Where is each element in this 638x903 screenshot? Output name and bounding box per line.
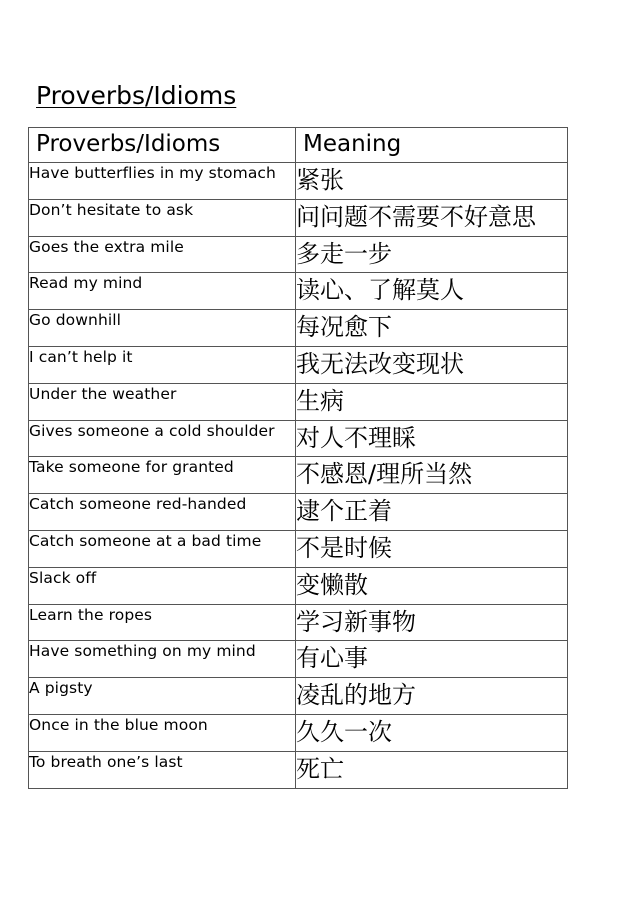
- meaning-cell: 有心事: [296, 641, 568, 678]
- meaning-cell: 多走一步: [296, 236, 568, 273]
- idiom-cell: Learn the ropes: [29, 604, 296, 641]
- idiom-cell: Don’t hesitate to ask: [29, 199, 296, 236]
- table-row: [29, 714, 568, 751]
- meaning-cell: 读心、了解莫人: [296, 273, 568, 310]
- table-row: [29, 567, 568, 604]
- idiom-cell: I can’t help it: [29, 346, 296, 383]
- idiom-cell: Slack off: [29, 567, 296, 604]
- table-row: [29, 751, 568, 788]
- idiom-cell: A pigsty: [29, 678, 296, 715]
- idiom-cell: Catch someone at a bad time: [29, 530, 296, 567]
- idiom-cell: Have butterflies in my stomach: [29, 163, 296, 200]
- meaning-cell: 每况愈下: [296, 310, 568, 347]
- meaning-cell: 不感恩/理所当然: [296, 457, 568, 494]
- table-row: [29, 236, 568, 273]
- table-row: [29, 494, 568, 531]
- meaning-cell: 学习新事物: [296, 604, 568, 641]
- meaning-cell: 变懒散: [296, 567, 568, 604]
- table-row: [29, 530, 568, 567]
- idiom-cell: Under the weather: [29, 383, 296, 420]
- meaning-cell: 逮个正着: [296, 494, 568, 531]
- table-header-row: [29, 128, 568, 163]
- table-row: [29, 163, 568, 200]
- table-row: [29, 641, 568, 678]
- table-row: [29, 346, 568, 383]
- meaning-cell: 久久一次: [296, 714, 568, 751]
- meaning-cell: 死亡: [296, 751, 568, 788]
- page-title: Proverbs/Idioms: [36, 81, 237, 110]
- idiom-cell: Once in the blue moon: [29, 714, 296, 751]
- column-header-meaning: Meaning: [296, 128, 568, 163]
- idioms-table: [28, 127, 568, 789]
- meaning-cell: 对人不理睬: [296, 420, 568, 457]
- table-row: [29, 678, 568, 715]
- table-row: [29, 457, 568, 494]
- idiom-cell: Read my mind: [29, 273, 296, 310]
- idiom-cell: Take someone for granted: [29, 457, 296, 494]
- idiom-cell: Goes the extra mile: [29, 236, 296, 273]
- meaning-cell: 问问题不需要不好意思: [296, 199, 568, 236]
- meaning-cell: 凌乱的地方: [296, 678, 568, 715]
- meaning-cell: 我无法改变现状: [296, 346, 568, 383]
- meaning-cell: 不是时候: [296, 530, 568, 567]
- table-row: [29, 383, 568, 420]
- idiom-cell: Have something on my mind: [29, 641, 296, 678]
- meaning-cell: 生病: [296, 383, 568, 420]
- idiom-cell: To breath one’s last: [29, 751, 296, 788]
- table-row: [29, 199, 568, 236]
- table-row: [29, 604, 568, 641]
- table-row: [29, 310, 568, 347]
- idiom-cell: Go downhill: [29, 310, 296, 347]
- table-row: [29, 420, 568, 457]
- idiom-cell: Gives someone a cold shoulder: [29, 420, 296, 457]
- table-row: [29, 273, 568, 310]
- column-header-idiom: Proverbs/Idioms: [29, 128, 296, 163]
- table-body: [29, 163, 568, 789]
- meaning-cell: 紧张: [296, 163, 568, 200]
- idiom-cell: Catch someone red-handed: [29, 494, 296, 531]
